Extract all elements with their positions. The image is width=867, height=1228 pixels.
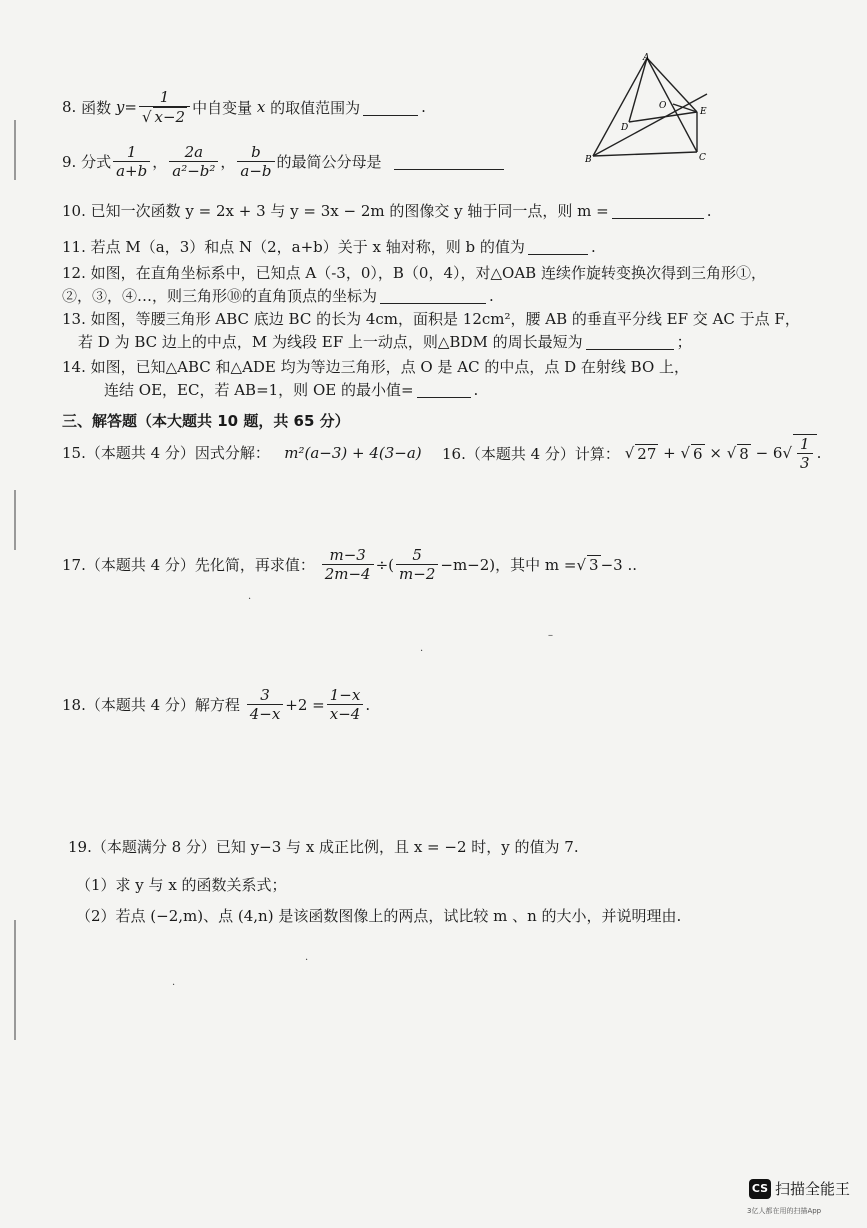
- answer-blank[interactable]: [380, 287, 486, 304]
- scan-speck: ·: [305, 955, 309, 966]
- question-15: 15.（本题共 4 分）因式分解： m²(a−3) + 4(3−a): [62, 443, 422, 462]
- question-10: 10. 已知一次函数 y = 2x + 3 与 y = 3x − 2m 的图像交 y 轴于同一点，则 m = .: [62, 201, 712, 220]
- margin-mark: [14, 120, 16, 180]
- question-12-line1: 12. 如图，在直角坐标系中，已知点 A（-3，0），B（0，4），对△OAB 连续作旋转变换次得到三角形①，: [62, 264, 766, 282]
- question-13-line2: 若 D 为 BC 边上的中点，M 为线段 EF 上一动点，则△BDM 的周长最短为 ；: [78, 333, 692, 351]
- label-o: O: [659, 101, 667, 111]
- fraction: $\frac{1}{√ x-2}$: [139, 88, 190, 126]
- question-18: 18.（本题共 4 分）解方程 $\frac{3}{4-x}$ +2 = $\frac{1-x}{x-4}$ .: [62, 686, 371, 723]
- answer-blank[interactable]: [394, 153, 504, 170]
- scan-speck: ·: [420, 646, 424, 657]
- triangle-figure: [585, 52, 715, 172]
- label-e: E: [700, 107, 707, 117]
- answer-blank[interactable]: [417, 381, 471, 398]
- answer-blank[interactable]: [528, 238, 588, 255]
- label-d: D: [621, 123, 629, 133]
- label-c: C: [699, 153, 706, 163]
- margin-mark: [14, 490, 16, 550]
- question-9: 9. 分式 $\frac{1}{a+b}$ ， $\frac{2a}{\text{a²−b²}}$ ， $\frac{b}{a-b}$ 的最简公分母是: [62, 143, 507, 180]
- answer-blank[interactable]: [363, 99, 418, 116]
- scan-speck: –: [548, 630, 553, 641]
- question-19-part1: （1）求 y 与 x 的函数关系式；: [76, 876, 287, 894]
- question-14-line2: 连结 OE，EC，若 AB=1，则 OE 的最小值= .: [104, 380, 479, 399]
- cs-logo-icon: CS: [749, 1179, 771, 1199]
- scan-speck: ·: [172, 980, 176, 991]
- answer-blank[interactable]: [612, 202, 704, 219]
- scan-speck: ·: [248, 594, 252, 605]
- question-8: 8. 函数 y = $\frac{1}{√ x-2}$ 中自变量 x 的取值范围为 .: [62, 88, 426, 126]
- logo-tagline: 3亿人都在用的扫描App: [747, 1207, 822, 1215]
- answer-blank[interactable]: [586, 333, 674, 350]
- question-12-line2: ②，③，④…，则三角形⑩的直角顶点的坐标为 .: [62, 286, 494, 305]
- section-3-heading: 三、解答题（本大题共 10 题，共 65 分）: [62, 412, 350, 430]
- label-a: A: [643, 53, 650, 63]
- question-16: 16.（本题共 4 分）计算： √ 27 + √ 6 × √ 8 − 6 √ $\frac{1}{3}$ .: [442, 435, 822, 472]
- question-11: 11. 若点 M（a，3）和点 N（2，a+b）关于 x 轴对称，则 b 的值为 .: [62, 237, 596, 256]
- scanner-app-logo: CS 扫描全能王: [749, 1178, 850, 1199]
- label-b: B: [585, 155, 592, 165]
- question-19: 19.（本题满分 8 分）已知 y−3 与 x 成正比例，且 x = −2 时，y 的值为 7.: [68, 838, 579, 856]
- question-19-part2: （2）若点 (−2,m)、点 (4,n) 是该函数图像上的两点，试比较 m 、n 的大小，并说明理由.: [76, 907, 682, 925]
- question-17: 17.（本题共 4 分）先化简，再求值： $\frac{m-3}{2m-4}$ ÷( $\frac{5}{m-2}$ −m−2)，其中 m = √ 3 −3 ..: [62, 546, 637, 583]
- margin-mark: [14, 920, 16, 1040]
- question-13-line1: 13. 如图，等腰三角形 ABC 底边 BC 的长为 4cm，面积是 12cm²，腰 AB 的垂直平分线 EF 交 AC 于点 F，: [62, 310, 800, 328]
- question-14-line1: 14. 如图，已知△ABC 和△ADE 均为等边三角形，点 O 是 AC 的中点，点 D 在射线 BO 上，: [62, 358, 690, 376]
